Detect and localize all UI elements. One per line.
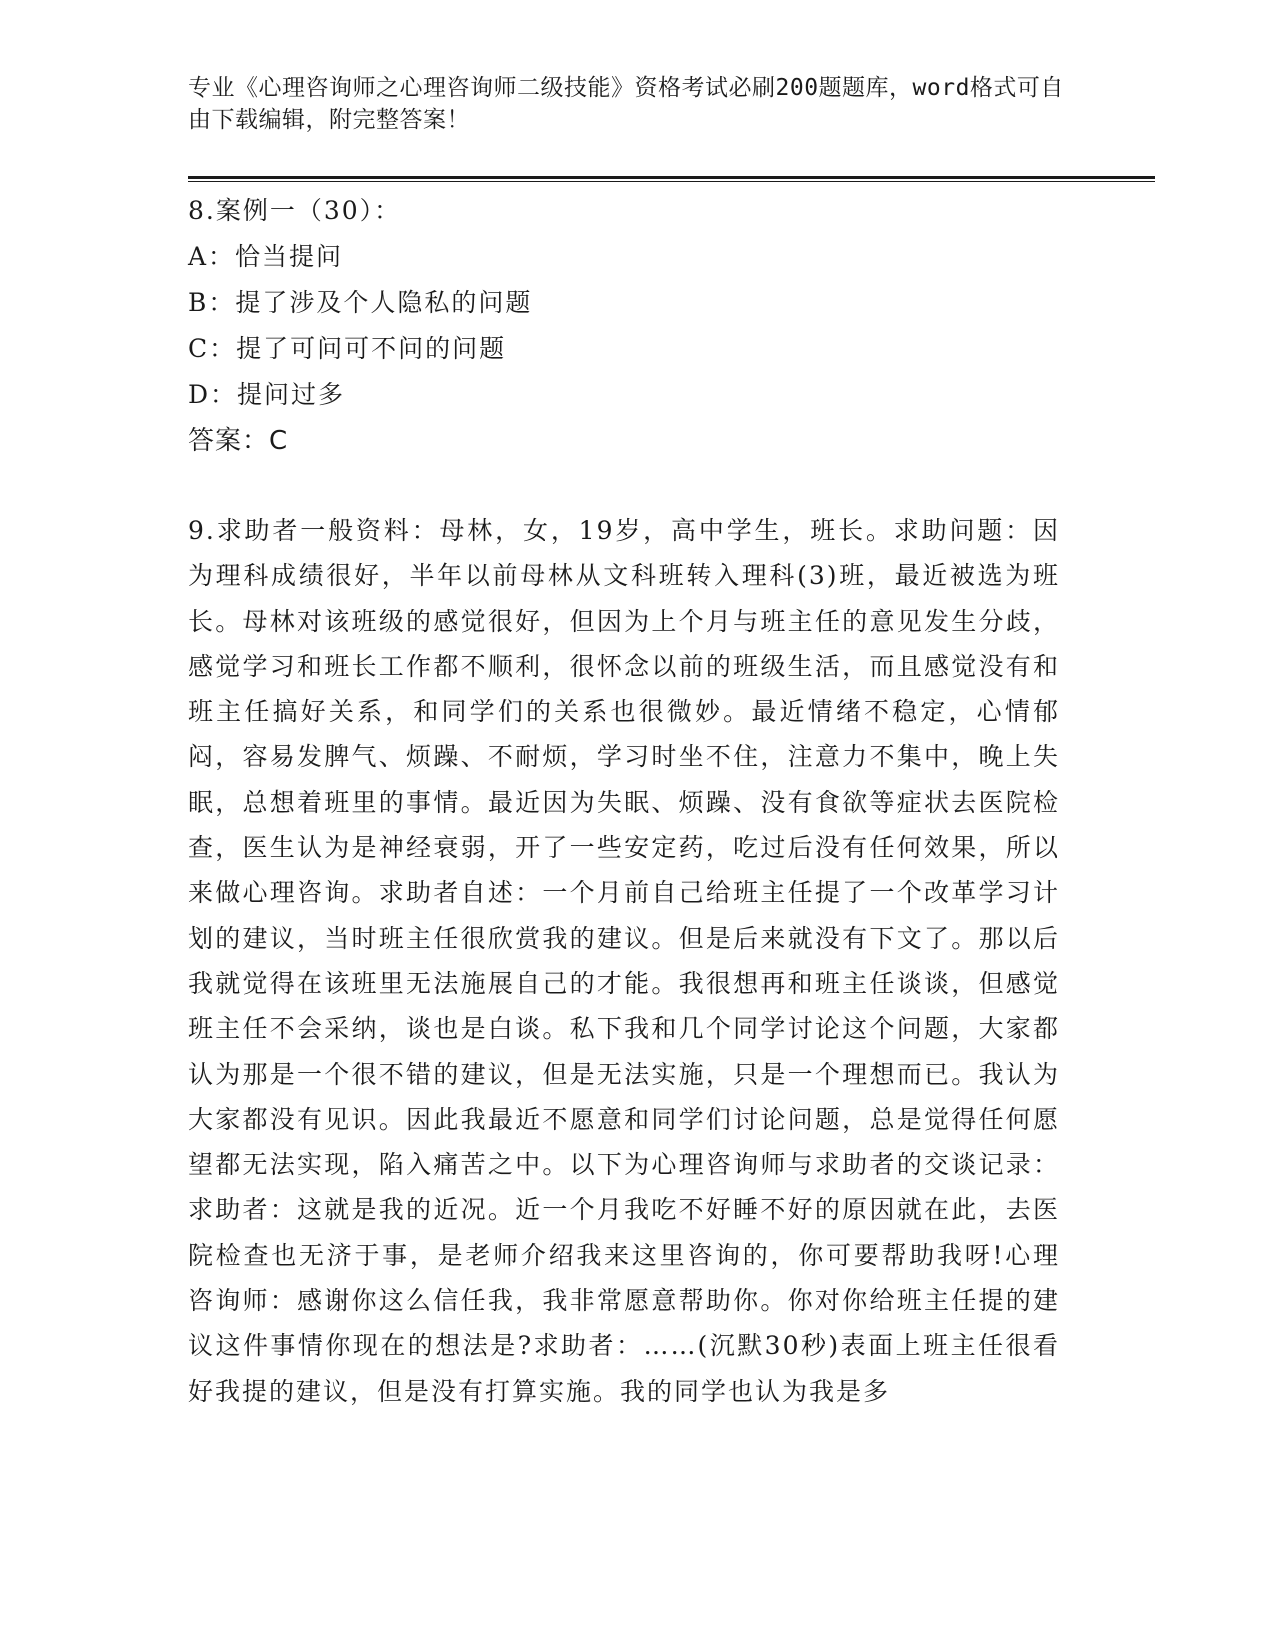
question-9: 9.求助者一般资料：母林，女，19岁，高中学生，班长。求助问题：因为理科成绩很好，半年以前母林从文科班转入理科(3)班，最近被选为班长。母林对该班级的感觉很好，但因为上个月与班主任的意见发生分歧，感觉学习和班长工作都不顺利，很怀念以前的班级生活，而且感觉没有和班主任搞好关系，和同学们的关系也很微妙。最近情绪不稳定，心情郁闷，容易发脾气、烦躁、不耐烦，学习时坐不住，注意力不集中，晚上失眠，总想着班里的事情。最近因为失眠、烦躁、没有食欲等症状去医院检查，医生认为是神经衰弱，开了一些安定药，吃过后没有任何效果，所以来做心理咨询。求助者自述：一个月前自己给班主任提了一个改革学习计划的建议，当时班主任很欣赏我的建议。但是后来就没有下文了。那以后我就觉得在该班里无法施展自己的才能。我很想再和班主任谈谈，但感觉班主任不会采纳，谈也是白谈。私下我和几个同学讨论这个问题，大家都认为那是一个很不错的建议，但是无法实施，只是一个理想而已。我认为大家都没有见识。因此我最近不愿意和同学们讨论问题，总是觉得任何愿望都无法实现，陷入痛苦之中。以下为心理咨询师与求助者的交谈记录：求助者：这就是我的近况。近一个月我吃不好睡不好的原因就在此，去医院检查也无济于事，是老师介绍我来这里咨询的，你可要帮助我呀!心理咨询师：感谢你这么信任我，我非常愿意帮助你。你对你给班主任提的建议这件事情你现在的想法是?求助者：……(沉默30秒)表面上班主任很看好我提的建议，但是没有打算实施。我的同学也认为我是多 (188, 516, 1060, 1406)
answer-line: 答案：C (188, 426, 289, 456)
option-c: C：提了可问可不问的问题 (188, 334, 507, 363)
option-b: B：提了涉及个人隐私的问题 (188, 288, 533, 317)
option-d: D：提问过多 (188, 380, 346, 409)
option-a: A：恰当提问 (188, 242, 344, 271)
question-8 (188, 188, 1088, 464)
header-divider (188, 176, 1155, 182)
page-header: 专业《心理咨询师之心理咨询师二级技能》资格考试必刷200题题库，word格式可自由下载编辑，附完整答案！ (188, 75, 1064, 133)
question-title: 8.案例一（30）： (188, 196, 402, 225)
